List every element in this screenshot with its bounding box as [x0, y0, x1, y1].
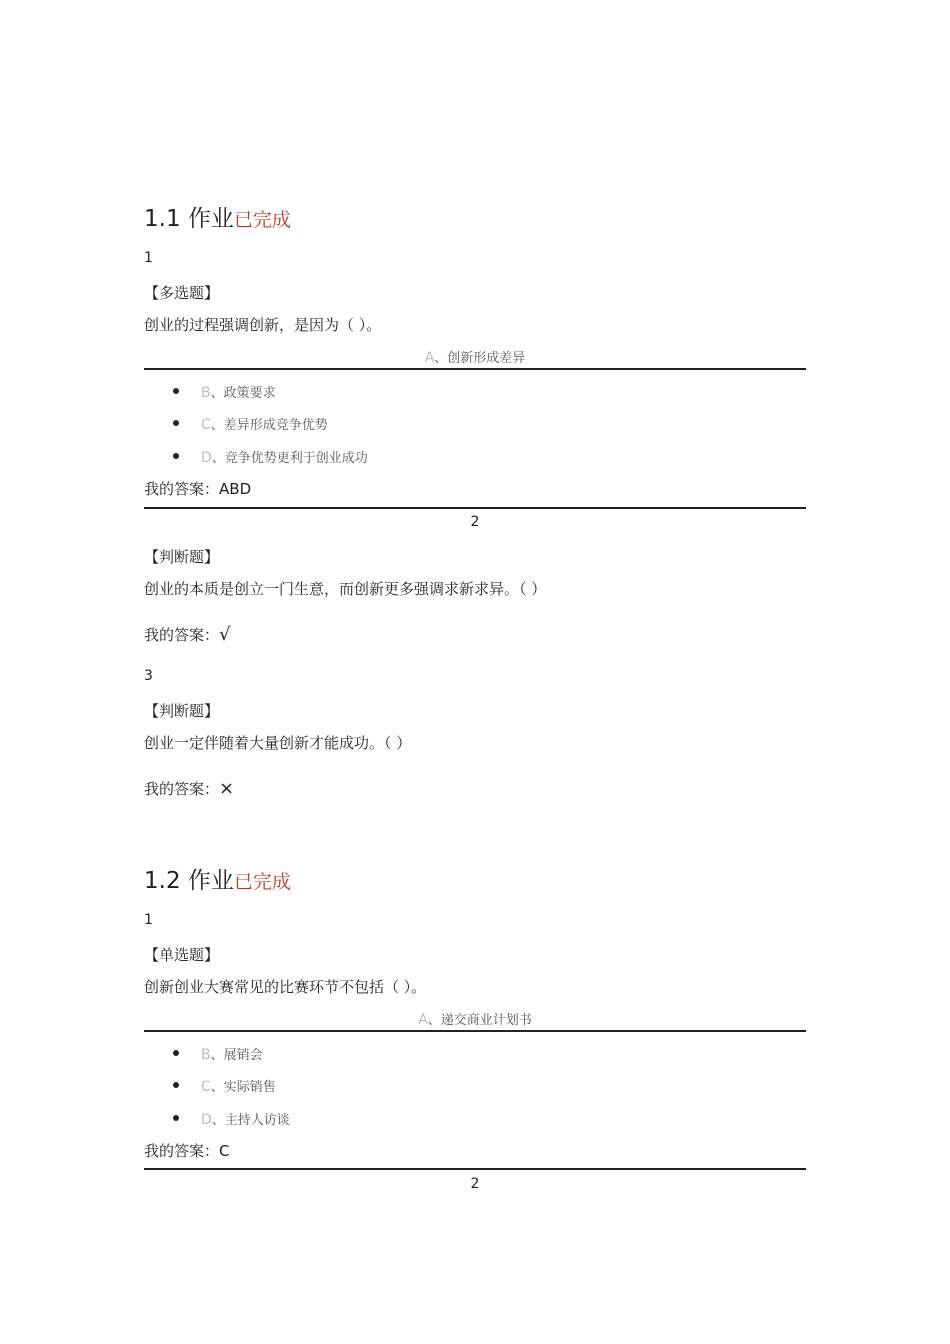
question-number: 1	[144, 912, 153, 928]
divider	[144, 1030, 806, 1032]
option-letter: C	[201, 1079, 211, 1095]
my-answer	[144, 1140, 230, 1161]
answer-value: C	[219, 1142, 230, 1160]
option-letter: A	[418, 1012, 428, 1028]
question-number: 3	[144, 668, 153, 684]
option-letter: D	[201, 1112, 212, 1128]
question-text: 创业一定伴随着大量创新才能成功。（ ）	[144, 734, 412, 752]
question-number: 2	[470, 1176, 480, 1192]
bullet-icon	[173, 453, 179, 459]
answer-label: 我的答案：	[144, 780, 220, 798]
option-b	[201, 1044, 263, 1063]
cross-mark-icon: ×	[219, 778, 235, 799]
my-answer	[144, 624, 231, 645]
answer-label: 我的答案：	[144, 480, 220, 498]
option-text: 、展销会	[210, 1048, 263, 1063]
option-text: 、差异形成竞争优势	[210, 418, 328, 433]
option-text: 、竞争优势更利于创业成功	[211, 451, 368, 466]
option-letter: C	[201, 417, 211, 433]
my-answer	[144, 478, 251, 499]
option-letter: B	[201, 1047, 211, 1063]
option-c	[201, 1076, 276, 1095]
option-text: 、实际销售	[210, 1080, 276, 1095]
bullet-icon	[173, 420, 179, 426]
bullet-icon	[173, 1082, 179, 1088]
bullet-icon	[173, 388, 179, 394]
bullet-icon	[173, 1050, 179, 1056]
option-d	[201, 447, 368, 466]
option-text: 、主持人访谈	[211, 1113, 290, 1128]
divider	[144, 368, 806, 370]
section-title	[144, 862, 291, 895]
section-title-text: 1.2 作业	[144, 868, 234, 894]
option-a	[144, 1009, 806, 1028]
check-mark-icon: √	[219, 624, 231, 645]
option-text: 、政策要求	[210, 386, 276, 401]
completion-status: 已完成	[233, 871, 291, 893]
bullet-icon	[173, 1115, 179, 1121]
option-text: 、创新形成差异	[434, 351, 526, 366]
completion-status: 已完成	[233, 209, 291, 231]
option-letter: D	[201, 450, 212, 466]
option-text: 、递交商业计划书	[427, 1013, 532, 1028]
question-text: 创业的过程强调创新，是因为（ ）。	[144, 316, 382, 334]
question-number: 2	[470, 514, 480, 530]
question-type: 【多选题】	[144, 284, 220, 302]
question-type: 【判断题】	[144, 702, 220, 720]
my-answer	[144, 778, 234, 799]
divider	[144, 507, 806, 509]
option-letter: A	[424, 350, 435, 366]
section-title-text: 1.1 作业	[144, 206, 234, 232]
option-a	[144, 347, 806, 366]
question-type: 【单选题】	[144, 946, 220, 964]
option-letter: B	[201, 385, 211, 401]
answer-label: 我的答案：	[144, 626, 220, 644]
answer-label: 我的答案：	[144, 1142, 220, 1160]
question-type: 【判断题】	[144, 548, 220, 566]
question-text: 创业的本质是创立一门生意，而创新更多强调求新求异。（ ）	[144, 580, 547, 598]
question-text: 创新创业大赛常见的比赛环节不包括（ ）。	[144, 978, 427, 996]
option-c	[201, 414, 328, 433]
divider	[144, 1168, 806, 1170]
option-d	[201, 1109, 290, 1128]
section-title	[144, 200, 291, 233]
option-b	[201, 382, 276, 401]
question-number: 1	[144, 250, 153, 266]
answer-value: ABD	[219, 480, 252, 498]
